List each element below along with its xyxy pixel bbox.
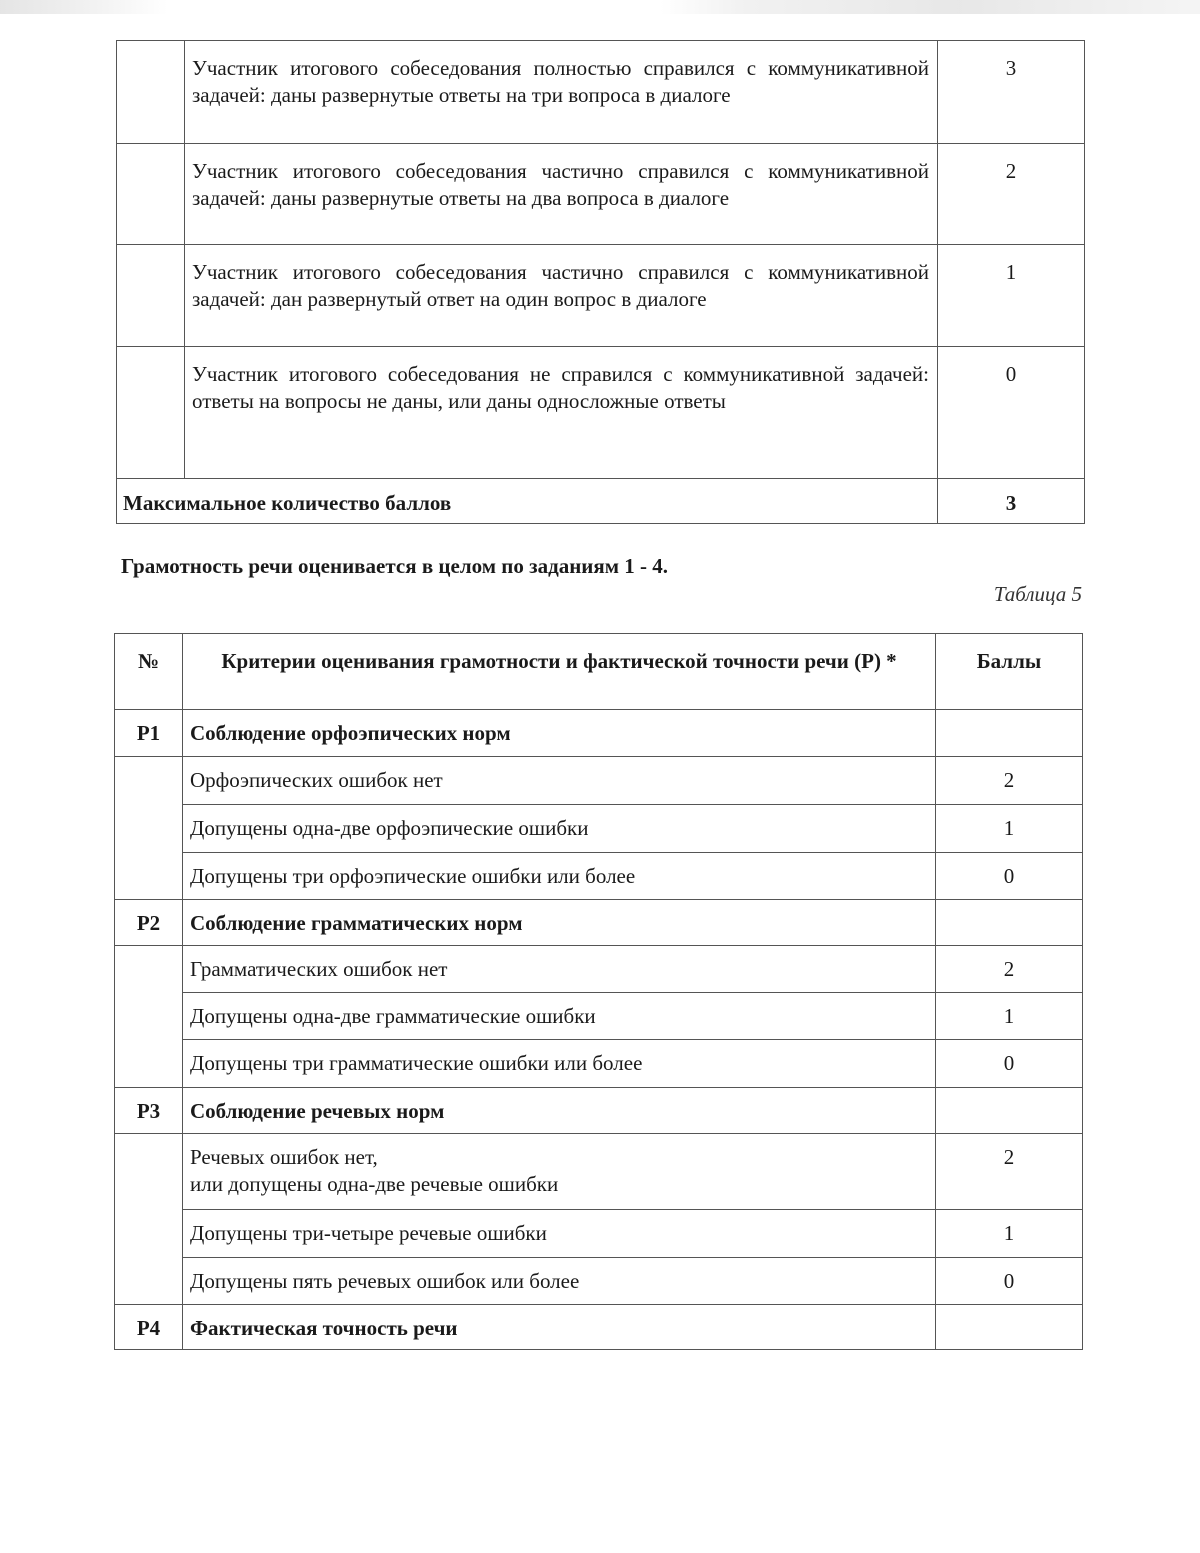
table-row <box>115 1040 1083 1088</box>
table-row <box>117 347 1085 479</box>
table-row <box>115 1210 1083 1258</box>
score-cell: 0 <box>938 347 1085 479</box>
table-row <box>115 993 1083 1040</box>
criterion-group-row <box>115 1305 1083 1350</box>
criterion-item: Допущены одна-две грамматические ошибки <box>183 993 936 1040</box>
criterion-item-line: или допущены одна-две речевые ошибки <box>190 1172 559 1196</box>
table-header-row <box>115 634 1083 710</box>
criterion-item: Допущены три-четыре речевые ошибки <box>183 1210 936 1258</box>
score-cell <box>936 710 1083 757</box>
score-cell: 1 <box>936 1210 1083 1258</box>
criterion-item: Грамматических ошибок нет <box>183 946 936 993</box>
table-row <box>115 946 1083 993</box>
criterion-item: Допущены пять речевых ошибок или более <box>183 1258 936 1305</box>
table-literacy-criteria <box>114 633 1083 1350</box>
table-row <box>117 245 1085 347</box>
max-score-value: 3 <box>938 479 1085 524</box>
score-cell: 1 <box>938 245 1085 347</box>
scan-artifact <box>0 0 1200 14</box>
criterion-title: Соблюдение речевых норм <box>183 1088 936 1134</box>
score-cell: 1 <box>936 993 1083 1040</box>
criterion-code: Р4 <box>115 1305 183 1350</box>
score-cell <box>936 1088 1083 1134</box>
score-cell: 0 <box>936 853 1083 900</box>
number-cell <box>117 245 185 347</box>
table-row <box>115 805 1083 853</box>
table-row <box>117 144 1085 245</box>
table-row-max-score <box>117 479 1085 524</box>
criterion-description: Участник итогового собеседования не справился с коммуникативной задачей: ответы на вопросы не даны, или даны односложные ответы <box>185 347 938 479</box>
criterion-description: Участник итогового собеседования полностью справился с коммуникативной задачей: даны развернутые ответы на три вопроса в диалоге <box>185 41 938 144</box>
score-cell: 0 <box>936 1040 1083 1088</box>
criterion-title: Соблюдение грамматических норм <box>183 900 936 946</box>
header-criteria: Критерии оценивания грамотности и фактической точности речи (Р) * <box>183 634 936 710</box>
table-row <box>115 1258 1083 1305</box>
table-row <box>115 1134 1083 1210</box>
criterion-group-row <box>115 710 1083 757</box>
criterion-code: Р3 <box>115 1088 183 1134</box>
table-row <box>115 757 1083 805</box>
score-cell <box>936 1305 1083 1350</box>
score-cell: 2 <box>936 757 1083 805</box>
criterion-item <box>183 1134 936 1210</box>
table-row <box>117 41 1085 144</box>
header-number: № <box>115 634 183 710</box>
criterion-description: Участник итогового собеседования частично справился с коммуникативной задачей: дан развернутый ответ на один вопрос в диалоге <box>185 245 938 347</box>
number-cell <box>115 946 183 1088</box>
number-cell <box>117 347 185 479</box>
criterion-title: Фактическая точность речи <box>183 1305 936 1350</box>
criterion-code: Р1 <box>115 710 183 757</box>
table-row <box>115 853 1083 900</box>
score-cell: 2 <box>936 1134 1083 1210</box>
number-cell <box>117 41 185 144</box>
criterion-code: Р2 <box>115 900 183 946</box>
criterion-item: Допущены три грамматические ошибки или более <box>183 1040 936 1088</box>
literacy-note: Грамотность речи оценивается в целом по заданиям 1 - 4. <box>121 554 669 578</box>
score-cell: 2 <box>936 946 1083 993</box>
table-number: Таблица 5 <box>993 582 1082 606</box>
score-cell: 2 <box>938 144 1085 245</box>
score-cell: 3 <box>938 41 1085 144</box>
max-score-label: Максимальное количество баллов <box>117 479 938 524</box>
header-points: Баллы <box>936 634 1083 710</box>
criterion-item: Орфоэпических ошибок нет <box>183 757 936 805</box>
criterion-item: Допущены три орфоэпические ошибки или более <box>183 853 936 900</box>
score-cell: 0 <box>936 1258 1083 1305</box>
table-communicative-criteria <box>116 40 1085 524</box>
criterion-item: Допущены одна-две орфоэпические ошибки <box>183 805 936 853</box>
number-cell <box>115 1134 183 1305</box>
score-cell: 1 <box>936 805 1083 853</box>
number-cell <box>115 757 183 900</box>
criterion-title: Соблюдение орфоэпических норм <box>183 710 936 757</box>
criterion-item-line: Речевых ошибок нет, <box>190 1145 378 1169</box>
criterion-group-row <box>115 900 1083 946</box>
score-cell <box>936 900 1083 946</box>
criterion-group-row <box>115 1088 1083 1134</box>
criterion-description: Участник итогового собеседования частично справился с коммуникативной задачей: даны развернутые ответы на два вопроса в диалоге <box>185 144 938 245</box>
number-cell <box>117 144 185 245</box>
